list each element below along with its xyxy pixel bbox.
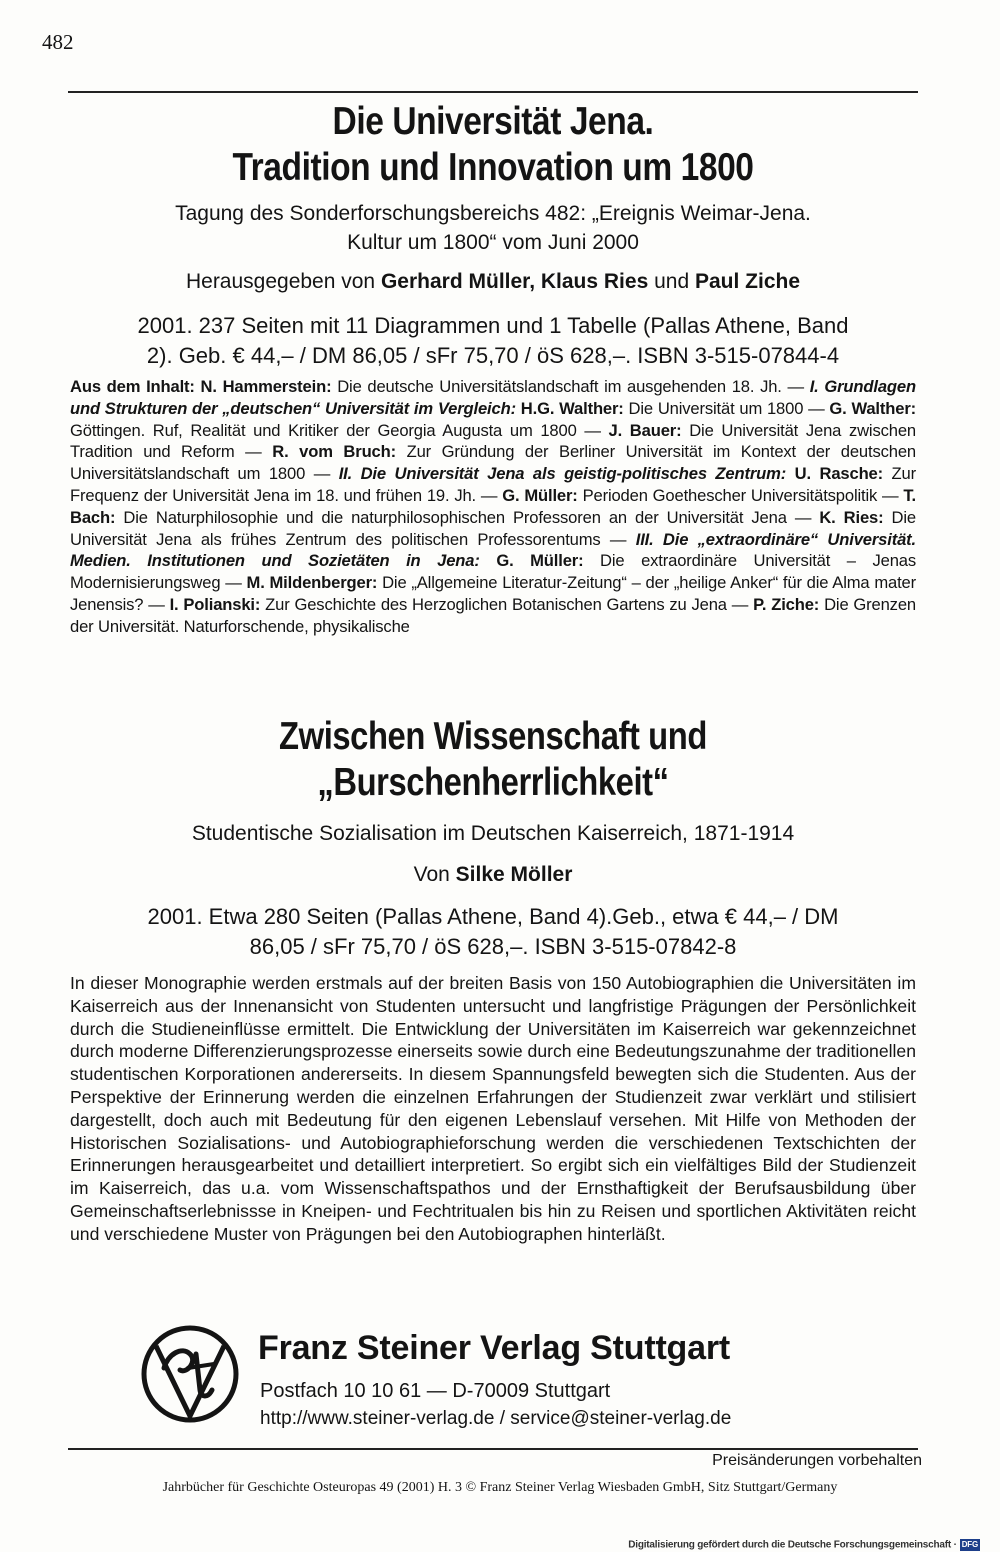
contents-section-heading: III. Die „extraordinäre“ Universität. Medien. Institutionen und Sozietäten in Jena: — [70, 529, 916, 571]
contents-text: Die „Allgemeine Literatur-Zeitung“ – der „heilige Anker“ für die Alma mater Jenensis? — — [70, 573, 916, 614]
contents-text: Zur Geschichte des Herzoglichen Botanischen Gartens zu Jena — — [260, 594, 754, 614]
book1-subtitle — [70, 199, 916, 257]
contents-author: G. Walther: — [829, 398, 916, 418]
dfg-badge: DFG — [961, 1540, 978, 1549]
book2-publication-info — [70, 902, 916, 962]
contents-author: P. Ziche: — [753, 594, 820, 614]
contents-author: G. Müller: — [479, 551, 584, 571]
book1-title — [129, 99, 857, 191]
editors-prefix: Herausgegeben von — [185, 270, 376, 293]
book1-subtitle-line2: Kultur um 1800“ vom Juni 2000 — [347, 231, 639, 254]
editor-separator: , — [529, 270, 536, 293]
contents-text: Die Grenzen der Universität. Naturforschende, physikalische — [70, 594, 916, 636]
contents-text: Zur Frequenz der Universität Jena im 18. und frühen 19. Jh. — — [70, 464, 916, 505]
contents-text: Die Universität um 1800 — — [623, 398, 830, 418]
contents-author: N. Hammerstein: — [200, 377, 332, 396]
book1-publication-info — [70, 311, 916, 371]
contents-text: Die deutsche Universitätslandschaft im ausgehenden 18. Jh. — — [331, 377, 810, 396]
contents-text: Die extraordinäre Universität – Jenas Modernisierungsweg — — [70, 551, 917, 593]
book2-subtitle: Studentische Sozialisation im Deutschen Kaiserreich, 1871-1914 — [191, 822, 795, 845]
contents-author: H.G. Walther: — [515, 398, 624, 418]
contents-author: T. Bach: — [70, 485, 916, 527]
book1-contents — [70, 376, 916, 638]
contents-author: U. Rasche: — [786, 464, 884, 484]
book2-pub-line1: 2001. Etwa 280 Seiten (Pallas Athene, Band 4).Geb., etwa € 44,– / DM — [147, 904, 839, 929]
price-change-note: Preisänderungen vorbehalten — [712, 1452, 922, 1469]
contents-author: R. vom Bruch: — [272, 442, 396, 462]
contents-section-heading: II. Die Universität Jena als geistig-politisches Zentrum: — [338, 464, 787, 484]
book2-description: In dieser Monographie werden erstmals auf der breiten Basis von 150 Autobiographien die Universitäten im Kaiserreich aus der Innenansicht von Studenten untersucht und langfristige Prägungen der Persönlichkeit durch die Studieneinflüsse ermittelt. Die Entwicklung der Universitäten im Kaiserreich war gekennzeichnet durch moderne Differenzierungsprozesse einerseits sowie durch eine Bedeutungszunahme der traditionellen studentischen Korporationen andererseits. In diesem Spannungsfeld bewegten sich die Studenten. Aus der Perspektive der Erinnerung werden die einzelnen Erfahrungen der Studienzeit zwar verklärt und stilisiert dargestellt, doch auch mit Bedeutung für den eigenen Lebenslauf versehen. Mit Hilfe von Methoden der Historischen Sozialisations- und Autobiographieforschung werden die verschiedenen Textschichten der Erinnerungen herausgearbeitet und detailliert interpretiert. So ergibt sich ein vielfältiges Bild der Studienzeit im Kaiserreich, das u.a. vom Wissenschaftspathos und der Ernsthaftigkeit der Berufsausbildung über Gemeinschaftserlebnissse in Kneipen- und Fechtritualen bis hin zu Reisen und sportlichen Aktivitäten reicht und verschiedene Muster von Prägungen bei den Autobiographen hinterläßt. — [70, 973, 916, 1244]
book1-pub-line1: 2001. 237 Seiten mit 11 Diagrammen und 1 Tabelle (Pallas Athene, Band — [137, 313, 849, 338]
contents-text: Die Naturphilosophie und die naturphilosophischen Professoren an der Universität Jena — — [115, 507, 820, 527]
book2-author — [70, 861, 916, 889]
contents-author: K. Ries: — [819, 507, 884, 527]
editor-name: Gerhard Müller — [380, 270, 530, 293]
contents-text: Göttingen. Ruf, Realität und Kritiker der Georgia Augusta um 1800 — — [70, 420, 609, 440]
journal-footer: Jahrbücher für Geschichte Osteuropas 49 (2001) H. 3 © Franz Steiner Verlag Wiesbaden GmbH, Sitz Stuttgart/Germany — [162, 1480, 838, 1495]
contents-author: M. Mildenberger: — [246, 573, 378, 593]
author-name: Silke Möller — [455, 863, 573, 886]
book2-title-line2: „Burschenherrlichkeit“ — [317, 761, 669, 804]
contents-section-heading: I. Grundlagen und Strukturen der „deutschen“ Universität im Vergleich: — [70, 377, 916, 418]
book1-editors — [70, 268, 916, 296]
publisher-name: Franz Steiner Verlag Stuttgart — [258, 1329, 730, 1367]
book1-subtitle-line1: Tagung des Sonderforschungsbereichs 482: „Ereignis Weimar-Jena. — [175, 202, 811, 225]
book1-title-line1: Die Universität Jena. — [332, 100, 654, 143]
bottom-divider — [68, 1448, 918, 1450]
contents-text: Zur Gründung der Berliner Universität im Kontext der deutschen Universitätslandschaft um 1800 — — [70, 442, 917, 484]
contents-author: J. Bauer: — [608, 420, 682, 440]
author-prefix: Von — [413, 863, 450, 886]
editors-and: und — [654, 270, 690, 293]
contents-author: I. Polianski: — [169, 594, 261, 614]
book1-title-line2: Tradition und Innovation um 1800 — [232, 146, 754, 189]
book2-pub-line2: 86,05 / sFr 75,70 / öS 628,–. ISBN 3-515-07842-8 — [249, 934, 737, 959]
steiner-verlag-logo-icon — [140, 1324, 240, 1424]
contents-text: Die Universität Jena zwischen Tradition und Reform — — [70, 420, 916, 462]
contents-text: Perioden Goethescher Universitätspolitik — — [577, 485, 904, 505]
book2-title — [138, 714, 849, 806]
editor-name: Klaus Ries — [540, 270, 649, 293]
book1-pub-line2: 2). Geb. € 44,– / DM 86,05 / sFr 75,70 / öS 628,–. ISBN 3-515-07844-4 — [146, 343, 840, 368]
publisher-address: Postfach 10 10 61 — D-70009 Stuttgart — [260, 1380, 611, 1402]
editor-name: Paul Ziche — [695, 270, 801, 293]
page-number: 482 — [42, 30, 74, 54]
contents-text: Die Universität Jena als frühes Zentrum des politischen Professorentums — — [70, 507, 916, 549]
publisher-web-contact: http://www.steiner-verlag.de / service@steiner-verlag.de — [260, 1408, 732, 1429]
contents-label: Aus dem Inhalt: — [70, 377, 195, 396]
digitization-text: Digitalisierung gefördert durch die Deutsche Forschungsgemeinschaft · — [628, 1539, 957, 1551]
digitization-note — [628, 1539, 980, 1552]
book2-title-line1: Zwischen Wissenschaft und — [279, 715, 707, 758]
top-divider — [68, 91, 918, 93]
contents-author: G. Müller: — [502, 485, 578, 505]
